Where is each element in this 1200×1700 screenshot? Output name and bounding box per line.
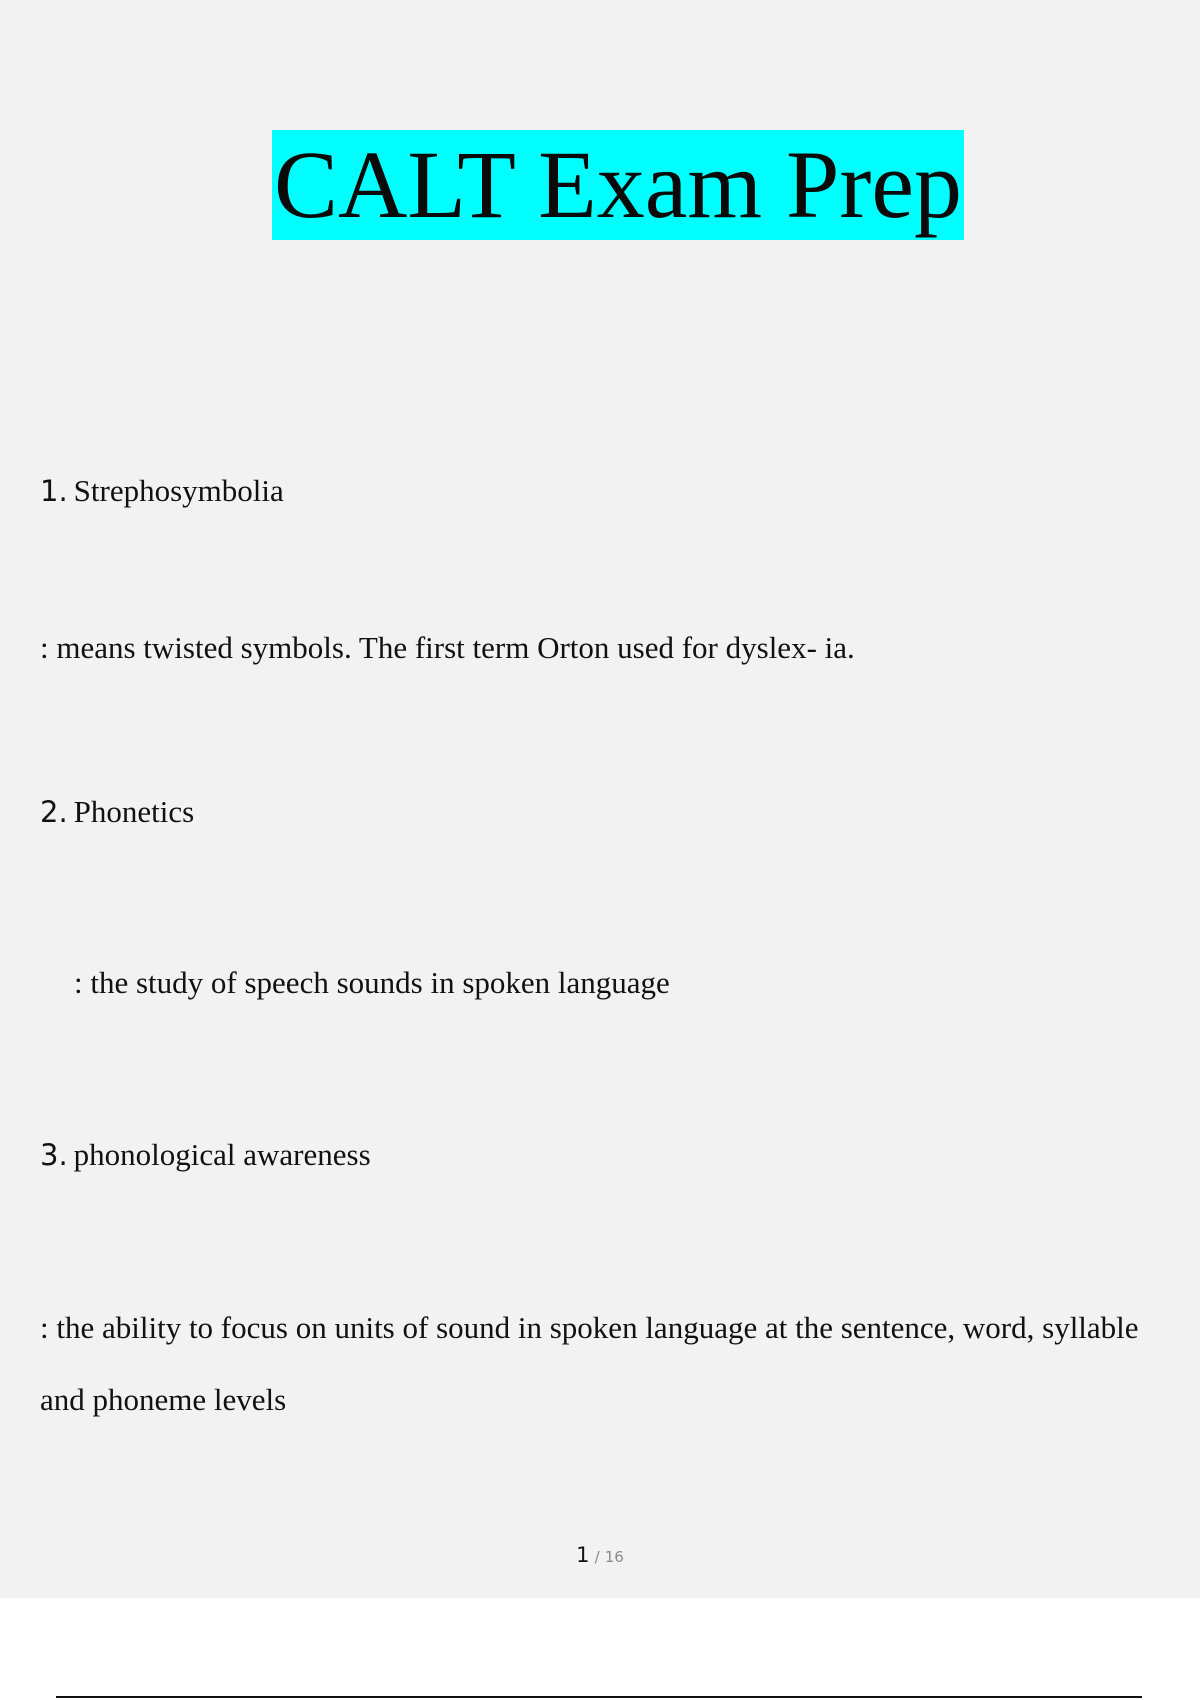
entry-3-term: phonological awareness bbox=[73, 1137, 371, 1172]
page-indicator bbox=[0, 1540, 1200, 1572]
entry-1-term: Strephosymbolia bbox=[73, 473, 284, 508]
entry-3-number: 3. bbox=[40, 1138, 68, 1172]
total-pages: 16 bbox=[604, 1548, 624, 1566]
current-page-number: 1 bbox=[576, 1543, 590, 1567]
next-page-top-rule bbox=[56, 1696, 1142, 1698]
document-title: CALT Exam Prep bbox=[274, 131, 962, 238]
entry-3-definition: : the ability to focus on units of sound in spoken language at the sentence, word, syllable and phoneme levels bbox=[40, 1310, 1139, 1417]
entry-3-term-line bbox=[40, 1135, 371, 1175]
entry-2-term: Phonetics bbox=[73, 794, 195, 829]
title-container bbox=[0, 130, 1200, 240]
entry-2-definition: : the study of speech sounds in spoken language bbox=[74, 965, 670, 1000]
entry-1-term-line bbox=[40, 471, 284, 511]
entry-2-term-line bbox=[40, 792, 194, 832]
entry-2-number: 2. bbox=[40, 795, 68, 829]
entry-1-number: 1. bbox=[40, 474, 68, 508]
page-separator: / bbox=[594, 1548, 600, 1566]
entry-1-definition: : means twisted symbols. The first term Orton used for dyslex- ia. bbox=[40, 630, 855, 665]
